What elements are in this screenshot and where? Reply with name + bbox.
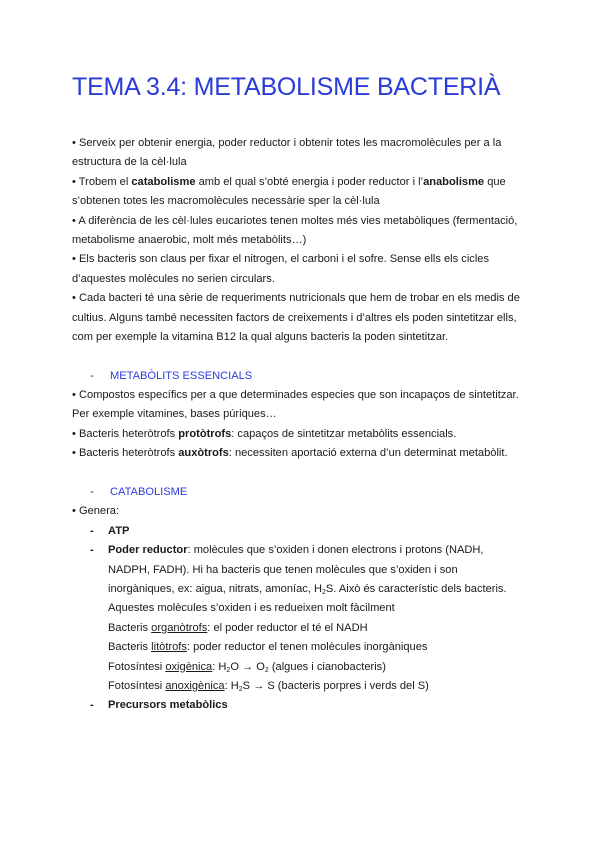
bold-term: Precursors metabòlics	[108, 699, 228, 712]
fotosintesi-anoxigenica-line	[72, 677, 532, 696]
intro-bullet-1-line-1: • Serveix per obtenir energia, poder reductor i obtenir totes les macromolècules per a la	[72, 137, 502, 149]
text: Bacteris	[108, 621, 152, 634]
sublist-item-atp	[72, 522, 532, 541]
subscript: 2	[238, 685, 243, 693]
bold-term: auxòtrofs	[178, 447, 229, 460]
metabolits-bullet-1-line-2: Per exemple vitamines, bases púriques…	[72, 408, 277, 421]
section-heading-catabolisme	[72, 483, 532, 502]
intro-bullet-2-line-1	[72, 173, 532, 192]
section-heading-metabolits	[72, 367, 532, 386]
intro-bullet-2-line-2: s’obtenen totes les macromolècules necessàrie sper la cèl·lula	[72, 195, 380, 208]
text: : H	[212, 660, 227, 673]
page-title: TEMA 3.4: METABOLISME BACTERIÀ	[72, 73, 501, 101]
list-dash: -	[90, 524, 94, 537]
subscript: 2	[226, 666, 231, 674]
text: O → O	[230, 660, 265, 673]
text: • Bacteris heteròtrofs	[72, 427, 179, 440]
genera-bullet: • Genera:	[72, 505, 120, 518]
subscript: 2	[264, 666, 269, 674]
text: S. Això és característic dels bacteris.	[325, 582, 507, 595]
intro-bullet-5-line-2: cultius. Alguns també necessiten factors de creixements i d’altres els poden sintetitzar ells,	[72, 311, 517, 324]
underlined-term: anoxigènica	[165, 679, 225, 692]
litotrofs-line	[72, 638, 532, 657]
poder-line-4: Aquestes molècules s’oxiden i es redueixen molt fàcilment	[108, 602, 395, 615]
intro-bullet-3-line-1: • A diferència de les cèl·lules eucariotes tenen moltes més vies metabòliques (fermentació,	[72, 214, 518, 227]
intro-bullet-5-line-1: • Cada bacteri té una sèrie de requeriments nutricionals que hem de trobar en els medis de	[72, 292, 520, 305]
intro-bullet-4-line-2: d’aquestes molècules no serien circulars.	[72, 272, 275, 285]
text: que	[484, 175, 506, 188]
text: S → S (bacteris porpres i verds del S)	[242, 679, 429, 692]
underlined-term: litòtrofs	[151, 641, 187, 654]
text: (algues i cianobacteris)	[268, 660, 386, 673]
list-dash: -	[90, 699, 94, 712]
underlined-term: oxigènica	[165, 660, 213, 673]
text: : necessiten aportació externa d’un determinat metabòlit.	[228, 447, 508, 460]
list-dash: -	[90, 486, 94, 499]
text: : molècules que s’oxiden i donen electrons i protons (NADH,	[187, 544, 484, 557]
metabolits-bullet-2	[72, 425, 532, 444]
intro-bullet-1-line-2: estructura de la cèl·lula	[72, 156, 187, 169]
organotrofs-line	[72, 619, 532, 638]
sublist-item-precursors	[72, 696, 532, 715]
bold-term: anabolisme	[423, 175, 485, 188]
intro-bullet-4-line-1: • Els bacteris son claus per fixar el nitrogen, el carboni i el sofre. Sense ells els cicles	[72, 253, 490, 266]
text: : el poder reductor el té el NADH	[207, 621, 368, 634]
text: • Trobem el	[72, 175, 132, 188]
list-dash: -	[90, 369, 94, 382]
bold-term: ATP	[108, 524, 130, 537]
intro-bullet-5-line-3: com per exemple la vitamina B12 la qual alguns bacteris la poden sintetitzar.	[72, 330, 449, 343]
text: : H	[224, 679, 239, 692]
poder-line-3	[72, 580, 532, 599]
text: • Bacteris heteròtrofs	[72, 447, 179, 460]
document-body	[72, 134, 532, 716]
metabolits-bullet-1-line-1: • Compostos específics per a que determinades especies que son incapaços de sintetitzar.	[72, 389, 519, 402]
metabolits-bullet-3	[72, 444, 532, 463]
text: inorgàniques, ex: aigua, nitrats, amoníac, H	[108, 582, 322, 595]
heading-text: METABÒLITS ESSENCIALS	[110, 369, 253, 382]
poder-line-2: NADPH, FADH). Hi ha bacteris que tenen molècules que s’oxiden i son	[108, 563, 458, 576]
bold-term: Poder reductor	[108, 544, 188, 557]
text: Fotosíntesi	[108, 679, 166, 692]
text: : capaços de sintetitzar metabòlits essencials.	[231, 427, 457, 440]
text: Bacteris	[108, 641, 152, 654]
fotosintesi-oxigenica-line	[72, 658, 532, 677]
subscript: 2	[321, 588, 326, 596]
bold-term: protòtrofs	[178, 427, 232, 440]
text: : poder reductor el tenen molècules inorgàniques	[186, 641, 428, 654]
text: amb el qual s’obté energia i poder reductor i l’	[195, 175, 424, 188]
intro-bullet-3-line-2: metabolisme anaerobic, molt més metabòlits…)	[72, 233, 307, 246]
bold-term: catabolisme	[131, 175, 196, 188]
text: Fotosíntesi	[108, 660, 166, 673]
underlined-term: organòtrofs	[151, 621, 208, 634]
sublist-item-poder-reductor	[72, 541, 532, 560]
list-dash: -	[90, 544, 94, 557]
heading-text: CATABOLISME	[110, 486, 188, 499]
